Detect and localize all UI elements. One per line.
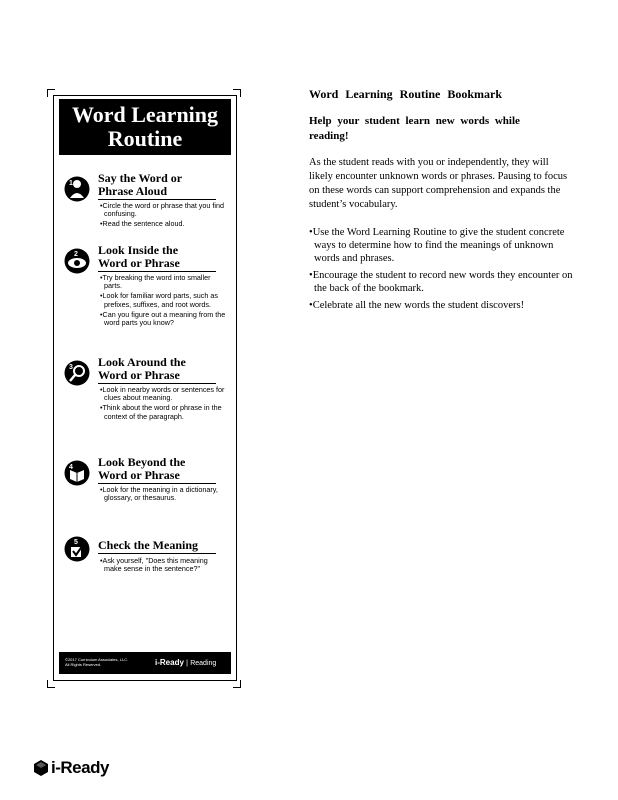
logo-text: i-Ready — [51, 758, 109, 777]
instructions-subtitle: Help your student learn new words while reading! — [309, 115, 520, 142]
crop-mark — [240, 89, 241, 97]
step-heading-line1: Say the Word or — [98, 171, 183, 185]
crop-mark — [47, 687, 55, 688]
bookmark-footer — [59, 652, 231, 674]
list-item: • Circle the word or phrase that you find confusing. — [100, 202, 226, 218]
bookmark-title-line2: Routine — [107, 126, 183, 151]
list-item: • Look for the meaning in a dictionary, glossary, or thesaurus. — [100, 486, 226, 502]
instructions-list — [309, 226, 575, 312]
bookmark-title — [59, 99, 231, 155]
step-heading — [98, 456, 228, 482]
list-item: • Encourage the student to record new words they encounter on the back of the bookmark. — [309, 269, 575, 295]
step-heading — [98, 244, 228, 270]
instructions-intro: As the student reads with you or independently, they will likely encounter unknown words or phrases. Pausing to focus on these words can support comprehension and expands the student’s vocabulary. — [309, 157, 568, 210]
copyright-line1: ©2017 Curriculum Associates, LLC. — [65, 657, 129, 662]
divider — [98, 553, 216, 554]
list-item: • Can you figure out a meaning from the word parts you know? — [100, 311, 226, 327]
divider — [98, 483, 216, 484]
list-item: • Use the Word Learning Routine to give the student concrete ways to determine how to find the meanings of unknown words and phrases. — [309, 226, 575, 265]
step-heading-line2: Phrase Aloud — [98, 184, 168, 198]
step-bullets — [100, 202, 226, 231]
footer-brand-name: i-Ready — [155, 658, 184, 667]
step-bullets — [100, 386, 226, 423]
crop-mark — [233, 89, 241, 90]
svg-text:4: 4 — [69, 464, 73, 471]
step-bullets — [100, 274, 226, 329]
list-item: • Celebrate all the new words the student discovers! — [309, 299, 575, 312]
step-bullets — [100, 486, 226, 504]
i-ready-logo — [34, 757, 109, 779]
cube-icon — [34, 760, 48, 776]
list-item: • Think about the word or phrase in the context of the paragraph. — [100, 404, 226, 420]
footer-brand-suffix: Reading — [190, 660, 217, 667]
step-heading-line2: Word or Phrase — [98, 368, 180, 382]
step-heading-line1: Look Inside the — [98, 243, 179, 257]
copyright-line2: All Rights Reserved. — [65, 662, 102, 667]
list-item: • Look for familiar word parts, such as prefixes, suffixes, and root words. — [100, 292, 226, 308]
step-heading-line1: Check the Meaning — [98, 538, 198, 552]
divider — [98, 383, 216, 384]
eye-icon — [64, 248, 90, 274]
bookmark — [53, 95, 237, 681]
book-icon — [64, 460, 90, 486]
step-heading-line1: Look Around the — [98, 355, 186, 369]
step-heading — [98, 172, 228, 198]
step-heading-line2: Word or Phrase — [98, 256, 180, 270]
bookmark-title-line1: Word Learning — [71, 102, 219, 127]
person-speaking-icon — [64, 176, 90, 202]
list-item: • Look in nearby words or sentences for clues about meaning. — [100, 386, 226, 402]
step-bullets — [100, 557, 226, 575]
svg-text:5: 5 — [74, 539, 78, 546]
list-item: • Try breaking the word into smaller parts. — [100, 274, 226, 290]
crop-mark — [47, 89, 55, 90]
copyright — [65, 657, 155, 667]
step-heading — [98, 539, 228, 552]
svg-text:3: 3 — [69, 364, 73, 371]
instructions-column — [309, 86, 575, 316]
crop-mark — [233, 687, 241, 688]
instructions-title: Word Learning Routine Bookmark — [309, 87, 503, 101]
crop-mark — [47, 89, 48, 97]
list-item: • Read the sentence aloud. — [100, 220, 226, 228]
svg-text:1: 1 — [69, 180, 73, 187]
divider — [98, 199, 216, 200]
magnifying-glass-person-icon — [64, 360, 90, 386]
checkbox-icon — [64, 536, 90, 562]
list-item: • Ask yourself, "Does this meaning make sense in the sentence?" — [100, 557, 226, 573]
step-heading-line2: Word or Phrase — [98, 468, 180, 482]
divider — [98, 271, 216, 272]
footer-brand — [155, 658, 216, 667]
step-heading-line1: Look Beyond the — [98, 455, 186, 469]
footer-brand-separator: | — [186, 660, 188, 667]
step-heading — [98, 356, 228, 382]
svg-text:2: 2 — [74, 251, 78, 258]
